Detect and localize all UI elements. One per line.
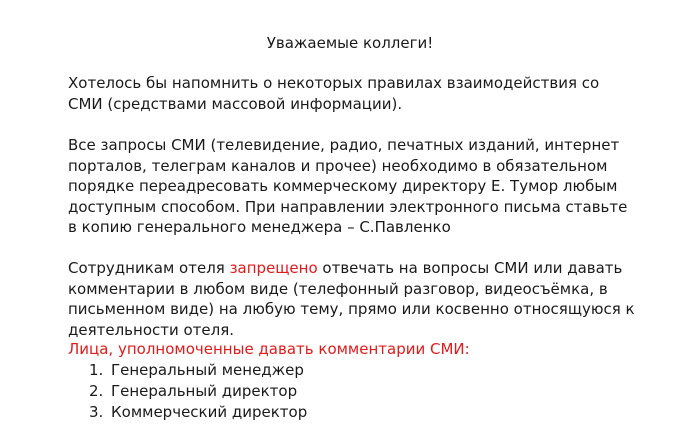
greeting-heading: Уважаемые коллеги! — [266, 34, 434, 52]
paragraph-line: в копию генерального менеджера – С.Павленко — [68, 218, 451, 236]
paragraph-line: Хотелось бы напомнить о некоторых правилах взаимодействия со — [68, 74, 600, 92]
paragraph-line: Все запросы СМИ (телевидение, радио, печатных изданий, интернет — [68, 136, 620, 154]
authorized-persons-heading: Лица, уполномоченные давать комментарии СМИ: — [68, 340, 470, 358]
paragraph-line: СМИ (средствами массовой информации). — [68, 94, 403, 113]
list-item — [89, 381, 307, 402]
list-item-number: 3. — [89, 403, 104, 421]
paragraph-media-requests — [68, 135, 668, 238]
paragraph-reminder — [68, 73, 668, 114]
paragraph-line: комментарии в любом виде (телефонный разговор, видеосъёмка, в — [68, 279, 608, 298]
paragraph-line — [68, 258, 668, 279]
text-segment: Сотрудникам отеля — [68, 259, 230, 277]
authorized-persons-list — [89, 360, 307, 423]
list-item — [89, 402, 307, 423]
list-item-text: Генеральный менеджер — [111, 361, 304, 379]
list-item-text: Коммерческий директор — [111, 403, 308, 421]
paragraph-line: порталов, телеграм каналов и прочее) необходимо в обязательном — [68, 156, 608, 175]
list-item-number: 1. — [89, 361, 104, 379]
paragraph-line: порядке переадресовать коммерческому директору Е. Тумор любым — [68, 177, 618, 195]
list-item — [89, 360, 307, 381]
paragraph-line: доступным способом. При направлении электронного письма ставьте — [68, 197, 628, 216]
paragraph-prohibition — [68, 258, 668, 340]
list-item-number: 2. — [89, 382, 104, 400]
text-segment: отвечать на вопросы СМИ или давать — [317, 259, 623, 277]
list-item-text: Генеральный директор — [111, 382, 298, 400]
paragraph-line: деятельности отеля. — [68, 320, 235, 339]
paragraph-line: письменном виде) на любую тему, прямо или косвенно относящуюся к — [68, 300, 635, 318]
prohibited-highlight: запрещено — [229, 259, 318, 277]
